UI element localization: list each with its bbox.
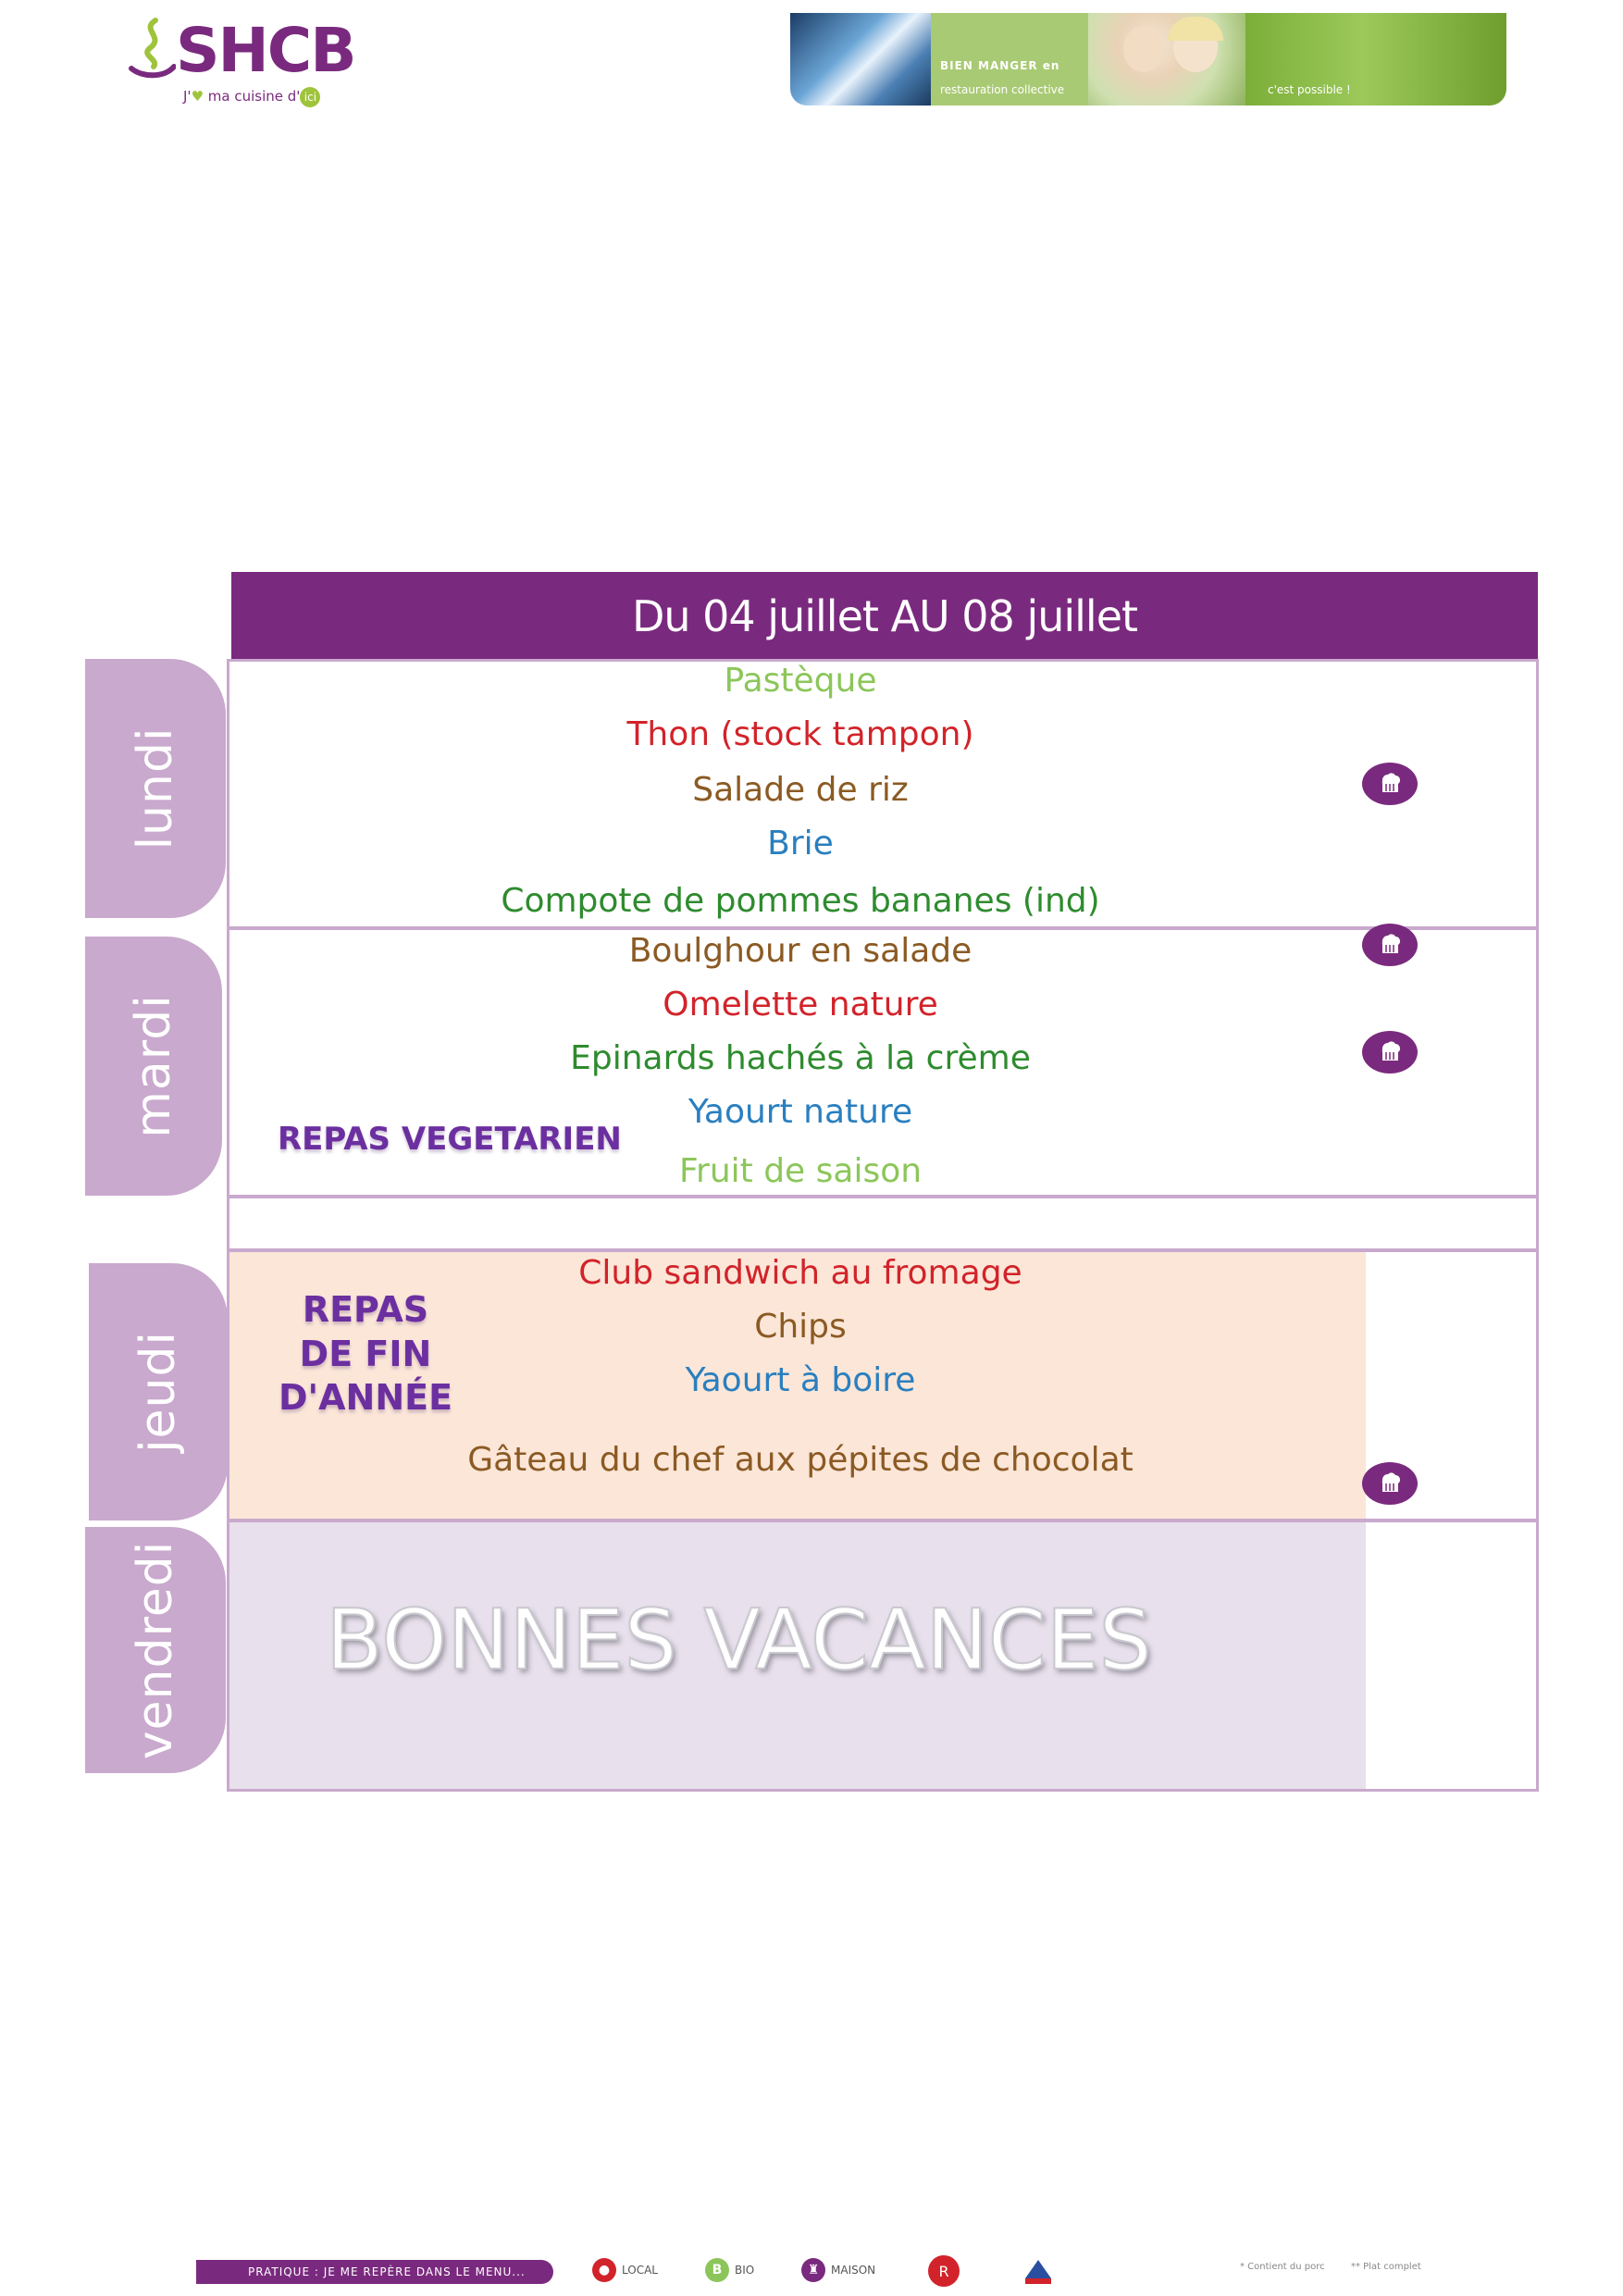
- tab-vendredi-label: vendredi: [128, 1540, 183, 1760]
- legend-note-2: ** Plat complet: [1351, 2262, 1421, 2272]
- menu-item: Gâteau du chef aux pépites de chocolat: [467, 1441, 1134, 1479]
- chef-hat-icon: [1362, 924, 1418, 966]
- mercredi-row: [227, 1196, 1539, 1251]
- menu-item: Pastèque: [724, 662, 877, 700]
- menu-item: Boulghour en salade: [628, 932, 973, 970]
- kiwi-photo: [1245, 13, 1506, 105]
- banner-text-1: BIEN MANGER en: [940, 59, 1060, 72]
- callout-line: DE FIN: [299, 1333, 432, 1374]
- frost-photo: [790, 13, 931, 105]
- banner-text-2: restauration collective: [940, 83, 1065, 96]
- chef-hat-icon: ♜: [801, 2258, 825, 2282]
- tab-lundi: [85, 659, 226, 918]
- logo-tagline: J'♥ ma cuisine d' ici: [183, 87, 320, 107]
- svg-text:R: R: [938, 2263, 949, 2280]
- chef-hat-icon: [1362, 1462, 1418, 1505]
- menu-item: Salade de riz: [692, 771, 909, 809]
- location-pin-icon: ●: [592, 2258, 616, 2282]
- shcb-logo: [128, 13, 368, 105]
- menu-item: Yaourt nature: [688, 1093, 913, 1131]
- callout-line: REPAS: [302, 1289, 429, 1330]
- chef-hat-icon: [1362, 1031, 1418, 1074]
- tab-vendredi: [85, 1527, 226, 1773]
- menu-item: Yaourt à boire: [685, 1361, 916, 1399]
- logo-name: SHCB: [176, 15, 355, 86]
- menu-item: Brie: [767, 825, 834, 863]
- legend-bio: B BIO: [705, 2258, 754, 2282]
- tab-mardi-label: mardi: [126, 994, 181, 1138]
- tab-jeudi: [89, 1263, 228, 1520]
- legend-local: ● LOCAL: [592, 2258, 658, 2282]
- quality-label-icon: [1020, 2253, 1057, 2290]
- bio-icon: B: [705, 2258, 729, 2282]
- banner-text-panel: [931, 13, 1088, 105]
- menu-item: Epinards hachés à la crème: [570, 1039, 1031, 1077]
- tab-mardi: [85, 937, 222, 1196]
- vegetarian-callout: REPAS VEGETARIEN: [278, 1121, 622, 1158]
- footer-legend-strip: PRATIQUE : JE ME REPÈRE DANS LE MENU...: [196, 2260, 553, 2284]
- label-rouge-icon: [925, 2253, 962, 2290]
- menu-item: Compote de pommes bananes (ind): [501, 882, 1100, 920]
- callout-line: D'ANNÉE: [278, 1377, 453, 1418]
- chef-hat-icon: [1362, 763, 1418, 805]
- children-photo: [1088, 13, 1245, 105]
- legend-maison: ♜ MAISON: [801, 2258, 875, 2282]
- menu-item: Omelette nature: [663, 986, 938, 1024]
- tab-jeudi-label: jeudi: [130, 1331, 186, 1453]
- steam-swirl-icon: [128, 17, 176, 80]
- menu-item: Chips: [754, 1308, 847, 1346]
- menu-item: Fruit de saison: [678, 1152, 923, 1190]
- menu-item: Thon (stock tampon): [626, 715, 974, 753]
- bien-manger-banner: [790, 13, 1506, 105]
- vacances-message: BONNES VACANCES: [326, 1592, 1152, 1689]
- legend-note-1: * Contient du porc: [1240, 2262, 1325, 2272]
- week-title: Du 04 juillet AU 08 juillet: [231, 572, 1538, 661]
- banner-text-3: c'est possible !: [1268, 83, 1351, 96]
- tab-lundi-label: lundi: [128, 726, 183, 850]
- heart-icon: ♥: [191, 88, 204, 105]
- end-of-year-callout: [278, 1288, 453, 1421]
- menu-item: Club sandwich au fromage: [578, 1254, 1022, 1292]
